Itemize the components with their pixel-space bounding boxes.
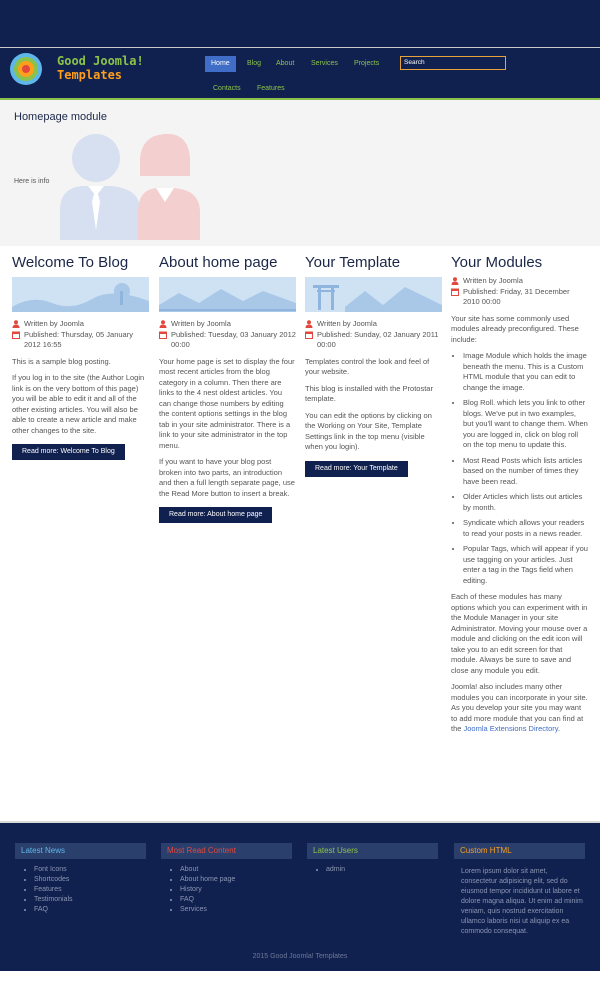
article-image (305, 277, 442, 312)
article-paragraph: Your site has some commonly used modules already preconfigured. These include: (451, 313, 579, 344)
article-image (12, 277, 149, 312)
logo-circle-icon (9, 52, 43, 86)
article-paragraph: If you want to have your blog post broken into two parts, an introduction and then a full length separate page, use the Read More button to insert a break. (159, 457, 295, 498)
article-paragraph: This blog is installed with the Protostar template. (305, 383, 433, 403)
calendar-icon (305, 331, 313, 339)
list-item: • Popular Tags, which will appear if you use tagging on your articles. Just enter a tag in the Tags field when editing. (463, 544, 588, 586)
list-item: • Older Articles which lists out articles by month. (463, 492, 588, 513)
calendar-icon (451, 288, 459, 296)
list-item: • Blog Roll. which lets you link to other blogs. We've put in two examples, but you'll want to change them. When you are logged in, click on blog roll on the top menu to update this. (463, 398, 588, 451)
footer-heading: Latest Users (307, 843, 438, 859)
site-logo[interactable] (9, 52, 159, 86)
read-more-button[interactable]: Read more: About home page (159, 507, 272, 523)
footer-link[interactable]: • Font Icons (34, 865, 146, 875)
author-row (159, 319, 296, 330)
copyright: 2015 Good Joomla! Templates (252, 953, 348, 960)
published-row (159, 330, 296, 351)
modules-list (451, 351, 588, 586)
article-date: Published: Friday, 31 December 2010 00:00 (463, 286, 570, 306)
extensions-directory-link[interactable]: Joomla Extensions Directory (463, 724, 558, 733)
user-icon (451, 277, 459, 285)
read-more-button[interactable]: Read more: Welcome To Blog (12, 444, 125, 460)
article-date: Published: Tuesday, 03 January 2012 00:00 (171, 329, 296, 349)
footer-heading: Most Read Content (161, 843, 292, 859)
page-bottom (0, 971, 600, 992)
article-paragraph: Your home page is set to display the four most recent articles from the blog category in a column. Then there are links to the 4 nest oldest articles. You can change those numbers by editing the content options settings in the blog tab in your site administrator. There is a link to your site administrator in the top menu. (159, 356, 295, 450)
article-paragraph: If you log in to the site (the Author Login link is on the very bottom of this page) you will be able to edit it and all of the other existing articles. You will also be able to create a new article and make other changes to the site. (12, 373, 145, 435)
article-meta (12, 319, 150, 351)
nav-services[interactable]: Services (311, 60, 338, 67)
footer-link[interactable]: • Services (180, 905, 292, 915)
article-paragraph: Each of these modules has many options which you can experiment with in the Module Manager in your site Administrator. Moving your mouse over a module and clicking on the edit icon will take you to an edit screen for that module. Always be sure to save and close any module you edit. (451, 592, 588, 675)
author-row (451, 276, 588, 287)
nav-home[interactable]: Home (205, 56, 236, 72)
list-item: • Syndicate which allows your readers to read your posts in a news reader. (463, 518, 588, 539)
read-more-button[interactable]: Read more: Your Template (305, 461, 408, 477)
homepage-module (0, 100, 600, 246)
user-icon (159, 320, 167, 328)
nav-features[interactable]: Features (257, 85, 285, 92)
site-footer (0, 821, 600, 971)
footer-link[interactable]: • About (180, 865, 292, 875)
article-author: Written by Joomla (463, 276, 523, 285)
published-row (451, 287, 588, 308)
author-row (12, 319, 150, 330)
footer-custom-html (454, 843, 585, 937)
nav-blog[interactable]: Blog (247, 60, 262, 67)
article-image (159, 277, 296, 312)
logo-text (57, 54, 144, 82)
article-paragraph: Templates control the look and feel of your website. (305, 356, 430, 376)
article-title[interactable]: Your Modules (451, 254, 543, 271)
footer-most-read (161, 843, 292, 915)
list-item: • Image Module which holds the image beneath the menu. This is a Custom HTML module that you can edit to change the image. (463, 351, 588, 393)
article-your-template (305, 254, 442, 477)
spacer (0, 781, 600, 821)
footer-link[interactable]: • Shortcodes (34, 875, 146, 885)
footer-link[interactable]: • FAQ (180, 895, 292, 905)
calendar-icon (12, 331, 20, 339)
module-title: Homepage module (14, 111, 107, 123)
article-welcome (12, 254, 150, 460)
article-title[interactable]: About home page (159, 254, 278, 271)
paragraph-text: Joomla! also includes many other modules you can incorporate in your site. As you develop your site you may want to add more module that you can find at the (451, 682, 588, 733)
main-content (0, 246, 600, 781)
article-author: Written by Joomla (171, 319, 231, 328)
logo-line-1: Good Joomla! (57, 54, 144, 68)
footer-list (15, 865, 146, 915)
article-date: Published: Thursday, 05 January 2012 16:55 (24, 329, 133, 349)
article-meta (159, 319, 296, 351)
nav-about[interactable]: About (276, 60, 295, 67)
article-author: Written by Joomla (317, 319, 377, 328)
published-row (12, 330, 150, 351)
article-paragraph: This is a sample blog posting. (12, 356, 111, 366)
user-icon (12, 320, 20, 328)
nav-projects[interactable]: Projects (354, 60, 380, 67)
module-info-text: Here is info (14, 178, 50, 185)
logo-line-2: Templates (57, 68, 123, 82)
published-row (305, 330, 442, 351)
top-bar (0, 0, 600, 47)
article-about-home-page (159, 254, 296, 523)
list-item: • Most Read Posts which lists articles based on the number of times they have been read. (463, 456, 588, 488)
article-your-modules (451, 254, 588, 735)
article-paragraph (451, 682, 588, 735)
footer-link[interactable]: • History (180, 885, 292, 895)
article-author: Written by Joomla (24, 319, 84, 328)
footer-heading: Custom HTML (454, 843, 585, 859)
footer-link[interactable]: • FAQ (34, 905, 146, 915)
article-meta (451, 276, 588, 308)
article-title[interactable]: Welcome To Blog (12, 254, 129, 271)
article-meta (305, 319, 442, 351)
search-input[interactable]: Search (400, 56, 506, 70)
footer-link[interactable]: • admin (326, 865, 438, 875)
footer-link[interactable]: • Features (34, 885, 146, 895)
footer-list (161, 865, 292, 915)
article-paragraph: You can edit the options by clicking on the Working on Your Site, Template Settings link in the top menu (visible when you login). (305, 410, 432, 451)
author-row (305, 319, 442, 330)
site-header (0, 48, 600, 98)
article-title[interactable]: Your Template (305, 254, 401, 271)
footer-link[interactable]: • About home page (180, 875, 292, 885)
user-icon (305, 320, 313, 328)
footer-text: Lorem ipsum dolor sit amet, consectetur adipisicing elit, sed do eiusmod tempor incididunt ut labore et dolore magna aliqua. Ut enim ad minim veniam, quis nostrud exercitation ullamco laboris nisi ut aliquip ex ea commodo consequat. (461, 868, 583, 935)
footer-latest-news (15, 843, 146, 915)
footer-latest-users (307, 843, 438, 875)
article-date: Published: Sunday, 02 January 2011 00:00 (317, 329, 439, 349)
footer-link[interactable]: • Testimonials (34, 895, 146, 905)
calendar-icon (159, 331, 167, 339)
footer-list (307, 865, 438, 875)
person-silhouette-icon (60, 130, 210, 240)
footer-heading: Latest News (15, 843, 146, 859)
paragraph-end: . (558, 724, 561, 733)
nav-contacts[interactable]: Contacts (213, 85, 241, 92)
